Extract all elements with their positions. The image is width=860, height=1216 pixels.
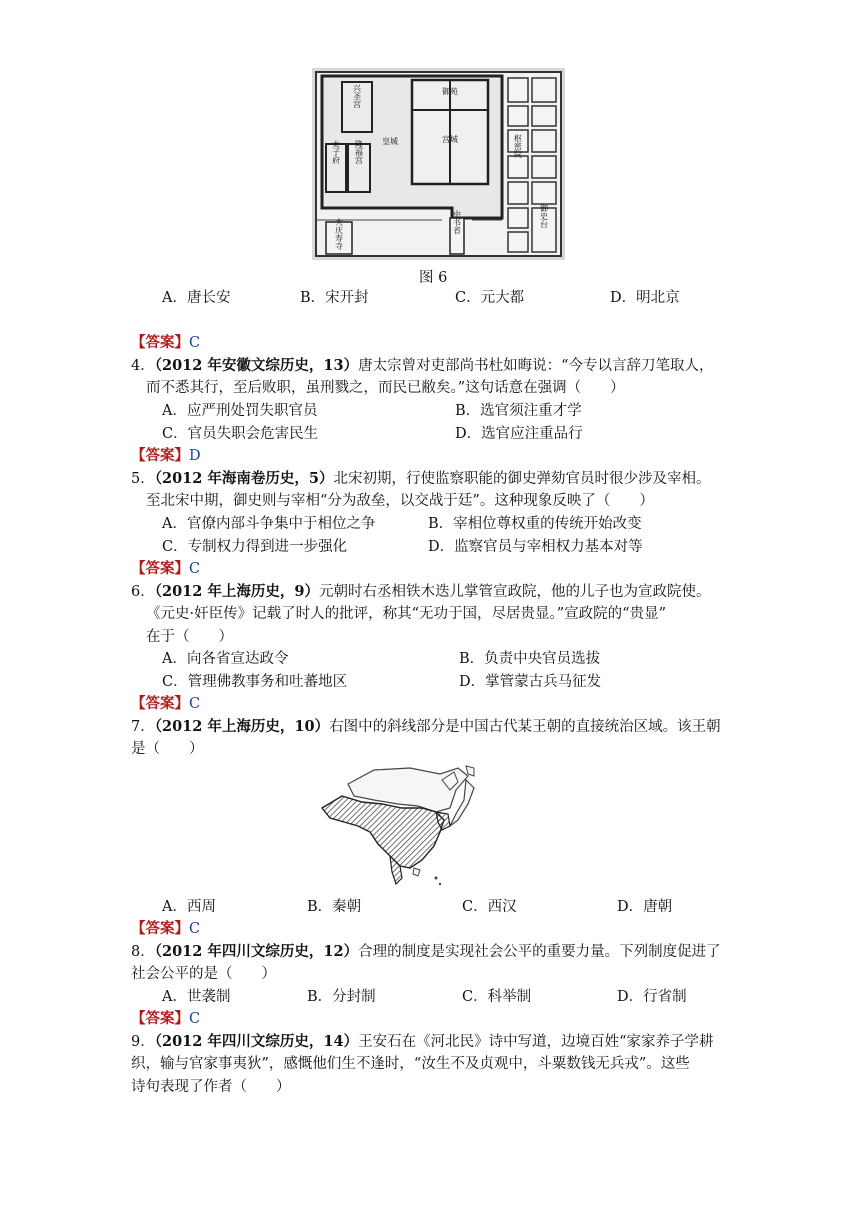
q7-option-c: C．西汉: [462, 899, 517, 915]
q8-option-d: D．行省制: [617, 989, 687, 1005]
q7-option-b: B．秦朝: [307, 899, 362, 915]
q5-line-1: 5．（2012 年海南卷历史，5）北宋初期，行使监察职能的御史弹劾官员时很少涉及宰相。: [131, 470, 711, 487]
q4-option-b: B．选官须注重才学: [455, 403, 582, 419]
answer-q7: 【答案】C: [131, 920, 201, 937]
fig6-option-a: A．唐长安: [162, 290, 231, 306]
figure-6-caption: 图 6: [419, 270, 448, 286]
q8-option-b: B．分封制: [307, 989, 376, 1005]
label-taizifu: 太子府: [331, 140, 341, 164]
q6-option-d: D．掌管蒙古兵马征发: [459, 674, 602, 690]
q5-option-a: A．官僚内部斗争集中于相位之争: [162, 516, 376, 532]
answer-q8: 【答案】C: [131, 1010, 201, 1027]
q6-line-2: 《元史·奸臣传》记载了时人的批评，称其“无功于国，尽居贵显。”宣政院的“贵显”: [146, 606, 667, 622]
label-zhongshusheng: 中书省: [452, 210, 462, 234]
label-longfugong: 隆福宫: [354, 140, 364, 164]
q8-option-c: C．科举制: [462, 989, 532, 1005]
q8-line-1: 8．（2012 年四川文综历史，12）合理的制度是实现社会公平的重要力量。下列制度促进了: [131, 943, 721, 960]
answer-q4: 【答案】D: [131, 447, 201, 464]
figure-q7-map: [318, 760, 498, 890]
q8-option-a: A．世袭制: [162, 989, 231, 1005]
label-xingshenggong: 兴圣宫: [352, 84, 362, 108]
answer-q5: 【答案】C: [131, 560, 201, 577]
q7-option-d: D．唐朝: [617, 899, 673, 915]
q8-line-2: 社会公平的是（ ）: [131, 966, 276, 982]
label-gongcheng: 宫城: [442, 135, 458, 144]
label-daqingshousi: 大庆寿寺: [334, 218, 344, 250]
label-huangcheng: 皇城: [382, 137, 398, 146]
fig6-option-b: B．宋开封: [300, 290, 369, 306]
q4-option-a: A．应严刑处罚失职官员: [162, 403, 318, 419]
q4-line-1: 4．（2012 年安徽文综历史，13）唐太宗曾对吏部尚书杜如晦说：“今专以言辞刀笔取人，: [131, 357, 714, 374]
q7-line-2: 是（ ）: [131, 741, 204, 757]
label-shumiyuan: 枢密院: [513, 134, 523, 158]
label-yuyuan: 御苑: [442, 87, 458, 96]
q5-option-c: C．专制权力得到进一步强化: [162, 539, 348, 555]
q6-option-c: C．管理佛教事务和吐蕃地区: [162, 674, 348, 690]
q5-line-2: 至北宋中期，御史则与宰相“分为敌垒，以交战于廷”。这种现象反映了（ ）: [146, 493, 654, 509]
q5-option-d: D．监察官员与宰相权力基本对等: [428, 539, 643, 555]
fig6-option-c: C．元大都: [455, 290, 525, 306]
q9-line-2: 织，输与官家事夷狄”，感慨他们生不逢时，“汝生不及贞观中，斗粟数钱无兵戎”。这些: [131, 1056, 690, 1072]
figure-6-city-plan: [312, 68, 565, 260]
q7-line-1: 7．（2012 年上海历史，10）右图中的斜线部分是中国古代某王朝的直接统治区域。该王朝: [131, 718, 721, 735]
q6-option-a: A．向各省宣达政令: [162, 651, 289, 667]
answer-q3: 【答案】C: [131, 334, 201, 351]
q4-option-c: C．官员失职会危害民生: [162, 426, 319, 442]
q4-line-2: 而不悉其行，至后败职，虽刑戮之，而民已敝矣。”这句话意在强调（ ）: [146, 380, 625, 396]
q9-line-3: 诗句表现了作者（ ）: [131, 1079, 291, 1095]
q6-option-b: B．负责中央官员选拔: [459, 651, 601, 667]
q7-option-a: A．西周: [162, 899, 216, 915]
label-yushitai: 御史台: [539, 204, 549, 228]
q6-line-1: 6．（2012 年上海历史，9）元朝时右丞相铁木迭儿掌管宣政院，他的儿子也为宣政院使。: [131, 583, 711, 600]
q4-option-d: D．选官应注重品行: [455, 426, 583, 442]
answer-q6: 【答案】C: [131, 695, 201, 712]
q6-line-3: 在于（ ）: [146, 629, 233, 645]
q5-option-b: B．宰相位尊权重的传统开始改变: [428, 516, 642, 532]
q9-line-1: 9．（2012 年四川文综历史，14）王安石在《河北民》诗中写道，边境百姓“家家养子学耕: [131, 1033, 714, 1050]
fig6-option-d: D．明北京: [610, 290, 680, 306]
